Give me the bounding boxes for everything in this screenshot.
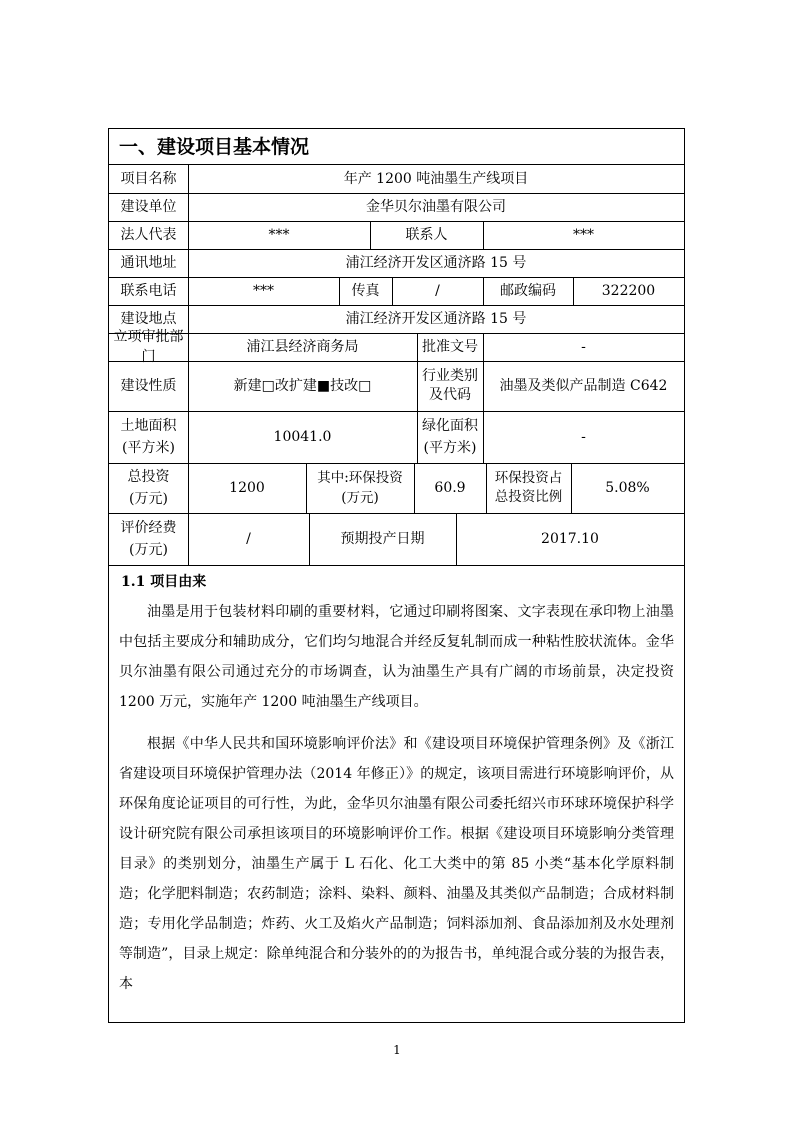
env-invest-label: 其中:环保投资 (万元) <box>317 470 403 506</box>
start-date-value: 2017.10 <box>541 531 599 547</box>
fax-label: 传真 <box>351 283 380 299</box>
builder-value: 金华贝尔油墨有限公司 <box>366 199 506 215</box>
env-ratio-label: 环保投资占 总投资比例 <box>494 470 563 505</box>
land-area-value: 10041.0 <box>273 429 332 445</box>
green-area-value: - <box>581 429 586 445</box>
green-area-label: 绿化面积 (平方米) <box>422 418 478 456</box>
builder-label: 建设单位 <box>120 199 177 215</box>
eval-fee-label: 评价经费 (万元) <box>120 520 177 558</box>
document-frame <box>108 128 685 1023</box>
industry-label: 行业类别 及代码 <box>422 368 478 403</box>
phone-label: 联系电话 <box>120 283 177 299</box>
total-invest-value: 1200 <box>229 480 265 496</box>
env-invest-value: 60.9 <box>434 480 466 496</box>
section-title: 一、建设项目基本情况 <box>109 129 684 165</box>
nature-value: 新建□改扩建■技改□ <box>233 378 372 394</box>
paragraph: 油墨是用于包装材料印刷的重要材料，它通过印刷将图案、文字表现在承印物上油墨中包括主要成分和辅助成分，它们均匀地混合并经反复轧制而成一种粘性胶状流体。金华贝尔油墨有限公司通过充分的市场调查，认为油墨生产具有广阔的市场前景，决定投资 1200 万元，实施年产 1200 吨油墨生产线项目。 <box>119 604 674 710</box>
contact-label: 联系人 <box>405 227 448 243</box>
eval-fee-value: / <box>246 531 251 547</box>
address-label: 通讯地址 <box>120 255 177 271</box>
contact-value: *** <box>573 227 594 243</box>
start-date-label: 预期投产日期 <box>340 531 425 547</box>
subsection-title: 1.1 项目由来 <box>121 574 207 590</box>
phone-value: *** <box>253 283 274 299</box>
address-value: 浦江经济开发区通济路 15 号 <box>345 255 527 271</box>
legal-rep-label: 法人代表 <box>120 227 177 243</box>
site-label: 建设地点 <box>120 311 177 327</box>
total-invest-label: 总投资 (万元) <box>127 469 170 507</box>
approval-no-value: - <box>581 339 586 355</box>
site-value: 浦江经济开发区通济路 15 号 <box>345 311 527 327</box>
fax-value: / <box>435 283 440 299</box>
nature-label: 建设性质 <box>120 378 177 394</box>
project-name-label: 项目名称 <box>120 171 177 187</box>
page-number: 1 <box>393 1043 401 1057</box>
paragraph: 根据《中华人民共和国环境影响评价法》和《建设项目环境保护管理条例》及《浙江省建设项目环境保护管理办法（2014 年修正）》的规定，该项目需进行环境影响评价，从环保角度论证项目的可行性，为此，金华贝尔油墨有限公司委托绍兴市环球环境保护科学设计研究院有限公司承担该项目的环境影响评价工作。根据《建设项目环境影响分类管理目录》的类别划分，油墨生产属于 L 石化、化工大类中的第 85 小类“基本化学原料制造；化学肥料制造；农药制造；涂料、染料、颜料、油墨及其类似产品制造；合成材料制造；专用化学品制造；炸药、火工及焰火产品制造；饲料添加剂、食品添加剂及水处理剂等制造”，目录上规定：除单纯混合和分装外的的为报告书，单纯混合或分装的为报告表，本 <box>119 736 674 992</box>
approval-no-label: 批准文号 <box>422 339 478 355</box>
approval-dept-value: 浦江县经济商务局 <box>246 339 359 355</box>
legal-rep-value: *** <box>268 227 290 243</box>
env-ratio-value: 5.08% <box>605 480 650 496</box>
industry-value: 油墨及类似产品制造 C642 <box>499 378 668 394</box>
land-area-label: 土地面积 (平方米) <box>120 418 177 456</box>
postcode-label: 邮政编码 <box>500 283 556 299</box>
approval-dept-label: 立项审批部门 <box>113 329 184 365</box>
row-divider <box>109 565 684 566</box>
postcode-value: 322200 <box>601 283 656 299</box>
project-name-value: 年产 1200 吨油墨生产线项目 <box>343 171 529 187</box>
